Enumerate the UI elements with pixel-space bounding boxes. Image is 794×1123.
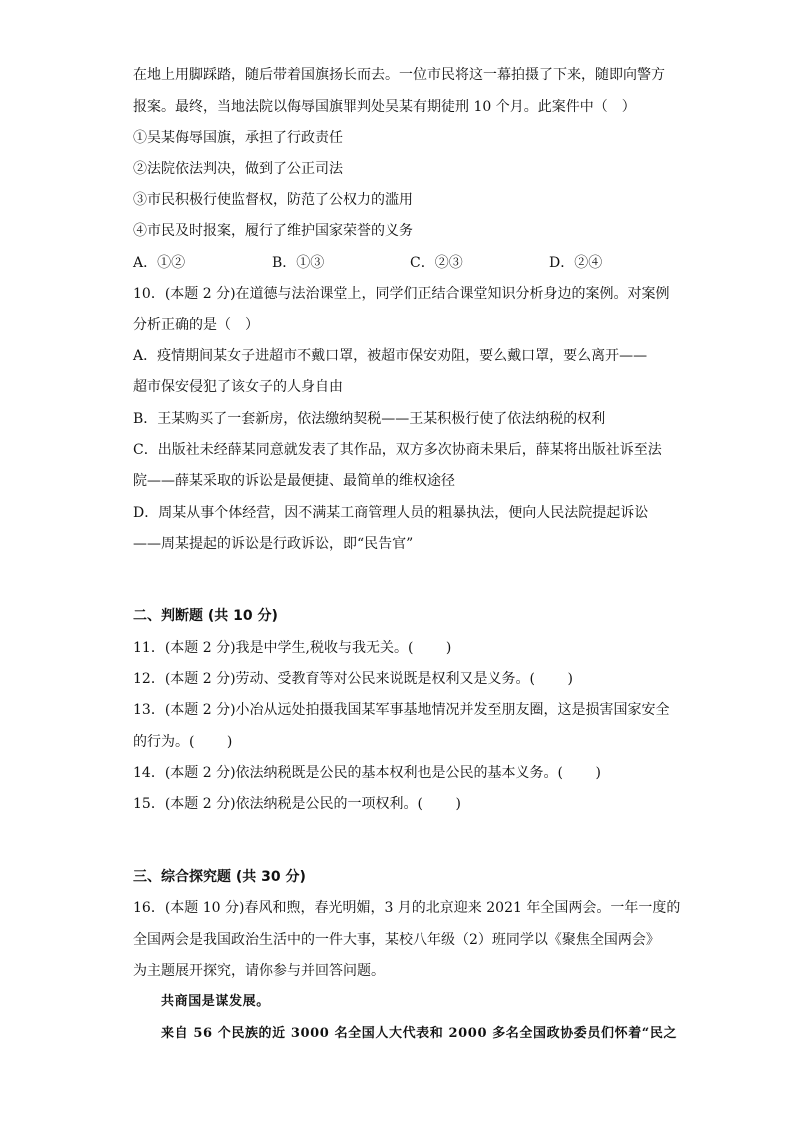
q10-option-d: D．周某从事个体经营，因不满某工商管理人员的粗暴执法，便向人民法院提起诉讼	[133, 505, 649, 521]
q9-stem-line: 报案。最终，当地法院以侮辱国旗罪判处吴某有期徒刑 10 个月。此案件中（ ）	[133, 99, 636, 115]
q12: 12．(本题 2 分)劳动、受教育等对公民来说既是权利又是义务。( )	[133, 671, 573, 687]
q10-option-b: B．王某购买了一套新房，依法缴纳契税——王某积极行使了依法纳税的权利	[133, 411, 606, 427]
q16-stem-line: 16．(本题 10 分)春风和煦，春光明媚，3 月的北京迎来 2021 年全国两会。一年一度的	[133, 900, 681, 916]
q10-option-a: A．疫情期间某女子进超市不戴口罩，被超市保安劝阻，要么戴口罩，要么离开——	[133, 348, 648, 364]
q15: 15．(本题 2 分)依法纳税是公民的一项权利。( )	[133, 796, 461, 812]
section-title-judgment: 二、判断题 (共 10 分)	[133, 608, 278, 624]
q16-stem-line: 为主题展开探究，请你参与并回答问题。	[133, 963, 385, 979]
q9-statement-2: ②法院依法判决，做到了公正司法	[133, 161, 343, 177]
material-text: 来自 56 个民族的近 3000 名全国人大代表和 2000 多名全国政协委员们怀着“民之	[161, 1026, 678, 1041]
q14: 14．(本题 2 分)依法纳税既是公民的基本权利也是公民的基本义务。( )	[133, 765, 601, 781]
q10-option-c: C．出版社未经薛某同意就发表了其作品，双方多次协商未果后，薛某将出版社诉至法	[133, 442, 662, 458]
q10-option-a-cont: 超市保安侵犯了该女子的人身自由	[133, 379, 343, 395]
q16-stem-line: 全国两会是我国政治生活中的一件大事，某校八年级（2）班同学以《聚焦全国两会》	[133, 932, 660, 948]
q10-option-c-cont: 院——薛某采取的诉讼是最便捷、最简单的维权途径	[133, 473, 455, 489]
q10-option-d-cont: ——周某提起的诉讼是行政诉讼，即“民告官”	[133, 536, 414, 552]
q10-stem-line: 分析正确的是（ ）	[133, 317, 259, 333]
section-title-comprehensive: 三、综合探究题 (共 30 分)	[133, 869, 306, 885]
material-heading: 共商国是谋发展。	[161, 994, 270, 1009]
q9-statement-4: ④市民及时报案，履行了维护国家荣誉的义务	[133, 223, 413, 239]
q9-option-c: C．②③	[410, 255, 463, 271]
q9-option-a: A．①②	[133, 255, 186, 271]
q10-stem-line: 10．(本题 2 分)在道德与法治课堂上，同学们正结合课堂知识分析身边的案例。对案例	[133, 286, 670, 302]
q9-option-d: D．②④	[549, 255, 603, 271]
q9-statement-3: ③市民积极行使监督权，防范了公权力的滥用	[133, 192, 413, 208]
q11: 11．(本题 2 分)我是中学生,税收与我无关。( )	[133, 640, 452, 656]
q13: 13．(本题 2 分)小冶从远处拍摄我国某军事基地情况并发至朋友圈，这是损害国家安全	[133, 702, 670, 718]
q9-option-b: B．①③	[272, 255, 325, 271]
q9-stem-line: 在地上用脚踩踏，随后带着国旗扬长而去。一位市民将这一幕拍摄了下来，随即向警方	[133, 67, 665, 83]
q13-cont: 的行为。( )	[133, 734, 233, 750]
q9-statement-1: ①吴某侮辱国旗，承担了行政责任	[133, 130, 343, 146]
